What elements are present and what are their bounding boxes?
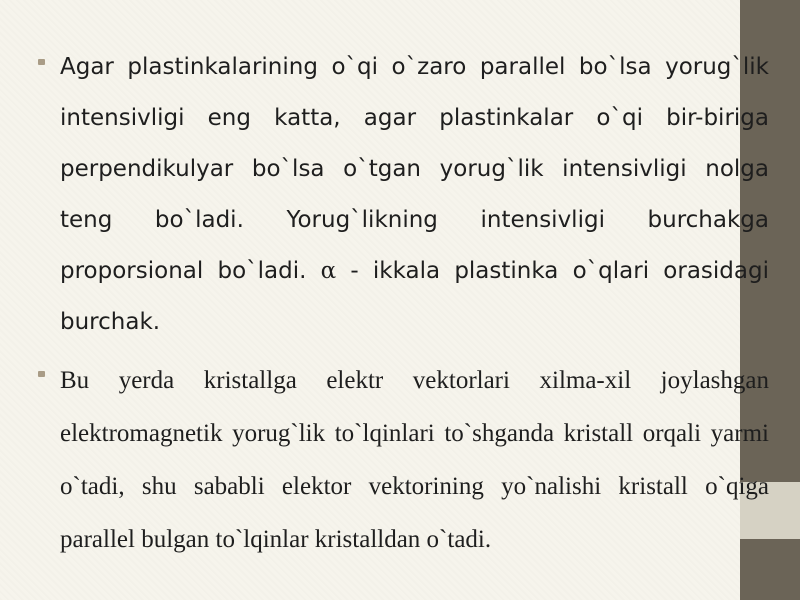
bullet-text-1-tail: - ikkala plastinka o`qlari orasidagi burchak.: [60, 258, 769, 335]
bullet-item-2: [38, 354, 769, 566]
bullet-text-1: [60, 42, 769, 348]
bullet-icon: [38, 371, 45, 377]
bullet-icon: [38, 59, 45, 65]
bullet-item-1: [38, 42, 769, 348]
bullet-text-2: Bu yerda kristallga elektr vektorlari xilma-xil joylashgan elektromagnetik yorug`lik to`lqinlari to`shganda kristall orqali yarmi o`tadi, shu sababli elektor vektorining yo`nalishi kristall o`qiga parallel bulgan to`lqinlar kristalldan o`tadi.: [60, 367, 769, 553]
bullet-text-1-main: Agar plastinkalarining o`qi o`zaro parallel bo`lsa yorug`lik intensivligi eng katta, agar plastinkalar o`qi bir-biriga perpendikulyar bo`lsa o`tgan yorug`lik intensivligi nolga teng bo`ladi. Yorug`likning intensivligi burchakga proporsional bo`ladi.: [60, 54, 769, 284]
slide-body: [38, 42, 769, 572]
alpha-symbol: α: [320, 258, 337, 284]
